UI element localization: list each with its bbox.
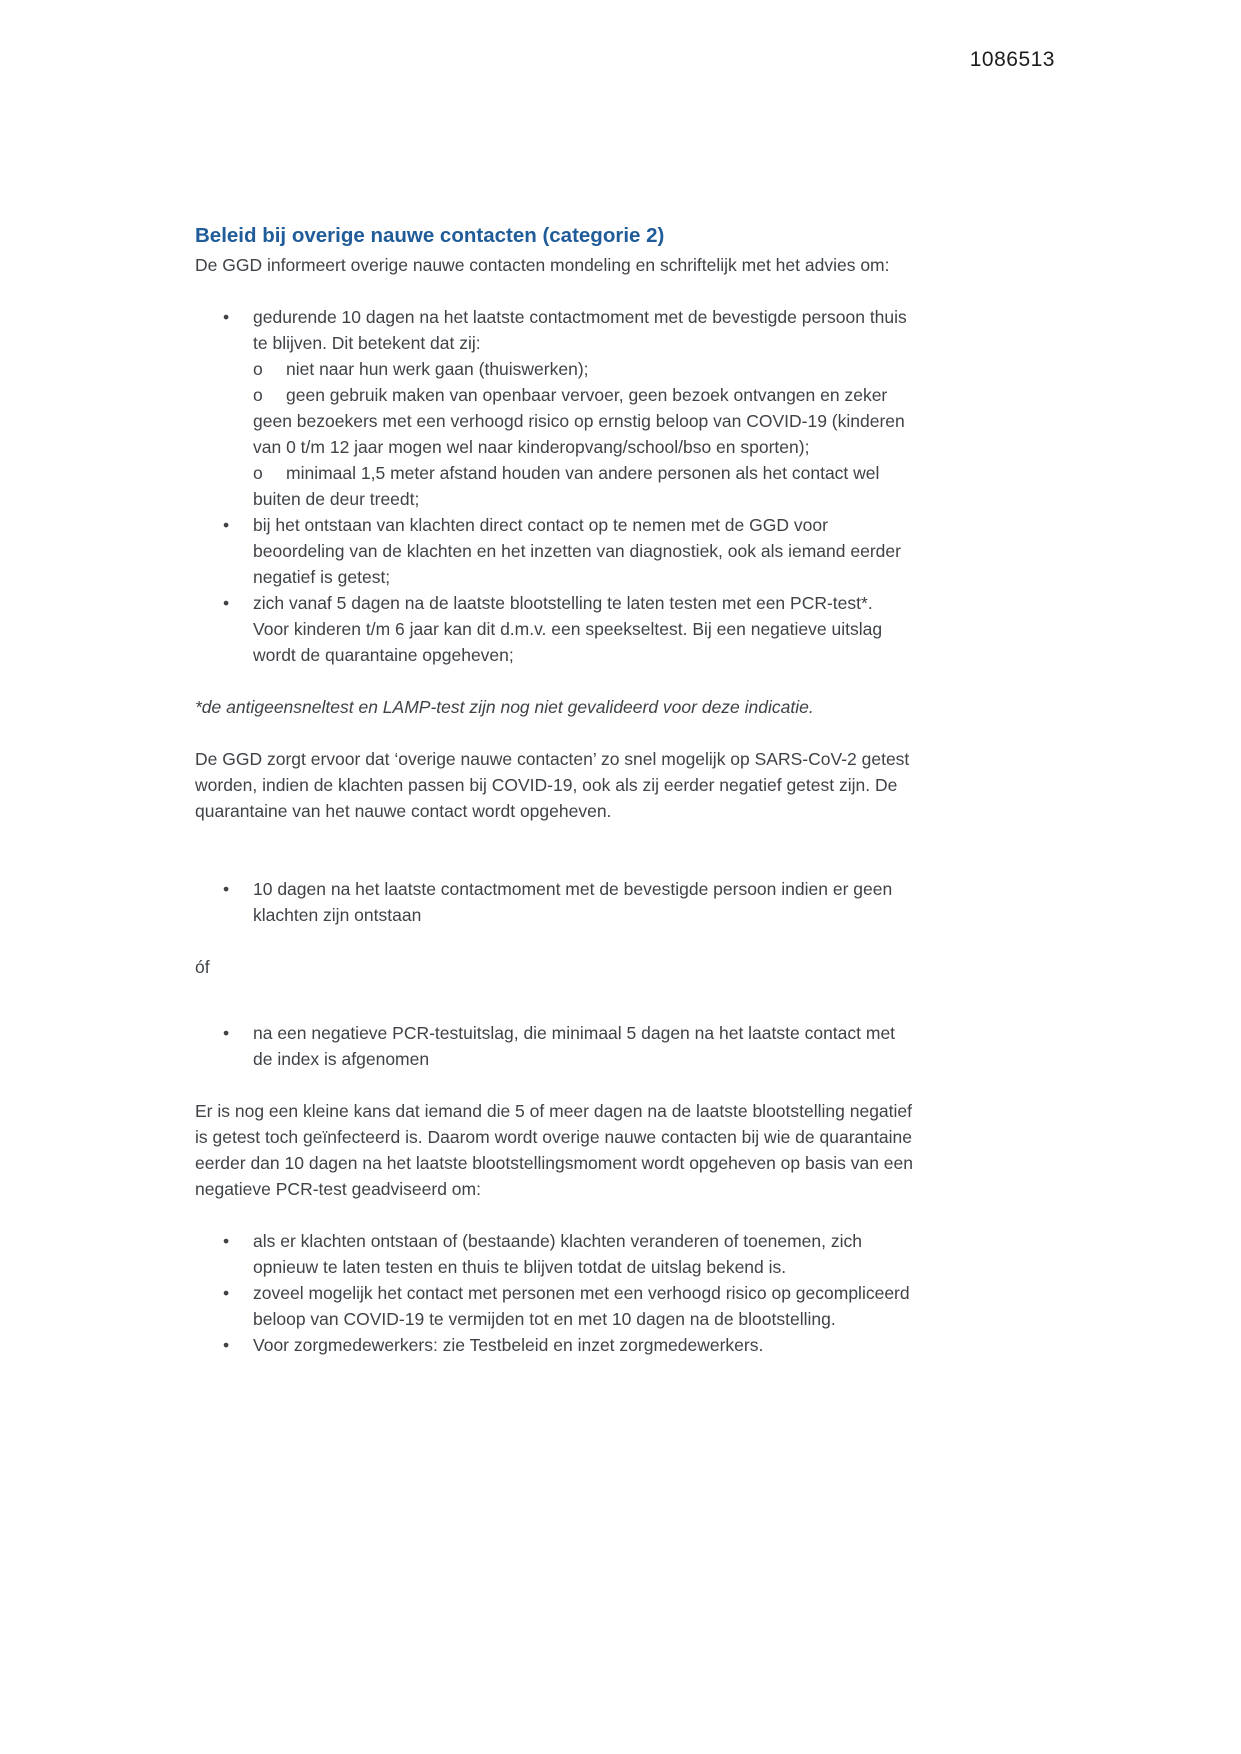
list-item bbox=[195, 1020, 913, 1072]
bullet-icon: • bbox=[223, 1023, 230, 1043]
sub-bullet-icon: o bbox=[253, 385, 263, 405]
list-item bbox=[195, 1280, 913, 1332]
list-item bbox=[195, 512, 913, 590]
list-item-text: bij het ontstaan van klachten direct contact op te nemen met de GGD voor beoordeling van de klachten en het inzetten van diagnostiek, ook als iemand eerder negatief is getest; bbox=[253, 515, 901, 587]
page-number: 1086513 bbox=[969, 48, 1055, 71]
list-item-text: na een negatieve PCR-testuitslag, die minimaal 5 dagen na het laatste contact met de index is afgenomen bbox=[253, 1023, 896, 1069]
list-item-text: gedurende 10 dagen na het laatste contactmoment met de bevestigde persoon thuis te blijven. Dit betekent dat zij: bbox=[253, 307, 907, 353]
advice-bullet-list bbox=[195, 304, 913, 668]
condition-bullet-list-2 bbox=[195, 1020, 913, 1072]
section-heading: Beleid bij overige nauwe contacten (categorie 2) bbox=[195, 224, 665, 247]
sub-list-item-text: niet naar hun werk gaan (thuiswerken); bbox=[286, 359, 589, 379]
list-item-text: Voor zorgmedewerkers: zie Testbeleid en inzet zorgmedewerkers. bbox=[253, 1335, 764, 1355]
intro-paragraph: De GGD informeert overige nauwe contacten mondeling en schriftelijk met het advies om: bbox=[195, 255, 890, 275]
sub-list-item-text: minimaal 1,5 meter afstand houden van andere personen als het contact wel buiten de deur treedt; bbox=[253, 463, 880, 509]
bullet-icon: • bbox=[223, 307, 230, 327]
list-item bbox=[195, 1228, 913, 1280]
bullet-icon: • bbox=[223, 1231, 230, 1251]
advice-bullet-list-2 bbox=[195, 1228, 913, 1358]
list-item bbox=[195, 304, 913, 512]
bullet-icon: • bbox=[223, 515, 230, 535]
body-paragraph: De GGD zorgt ervoor dat ‘overige nauwe contacten’ zo snel mogelijk op SARS-CoV-2 getest worden, indien de klachten passen bij COVID-19, ook als zij eerder negatief getest zijn. De quarantaine van het nauwe contact wordt opgeheven. bbox=[195, 749, 910, 821]
sub-list-item bbox=[253, 382, 913, 460]
list-item-text: zich vanaf 5 dagen na de laatste blootstelling te laten testen met een PCR-test*. Voor kinderen t/m 6 jaar kan dit d.m.v. een speekseltest. Bij een negatieve uitslag wordt de quarantaine opgeheven; bbox=[253, 593, 883, 665]
connector-of: óf bbox=[195, 957, 210, 977]
bullet-icon: • bbox=[223, 879, 230, 899]
list-item bbox=[195, 876, 913, 928]
list-item bbox=[195, 1332, 913, 1358]
list-item-text: 10 dagen na het laatste contactmoment met de bevestigde persoon indien er geen klachten zijn ontstaan bbox=[253, 879, 893, 925]
bullet-icon: • bbox=[223, 1335, 230, 1355]
condition-bullet-list-1 bbox=[195, 876, 913, 928]
body-paragraph: Er is nog een kleine kans dat iemand die 5 of meer dagen na de laatste blootstelling negatief is getest toch geïnfecteerd is. Daarom wordt overige nauwe contacten bij wie de quarantaine eerder dan 10 dagen na het laatste blootstellingsmoment wordt opgeheven op basis van een negatieve PCR-test geadviseerd om: bbox=[195, 1101, 913, 1199]
list-item-text: zoveel mogelijk het contact met personen met een verhoogd risico op gecompliceerd beloop van COVID-19 te vermijden tot en met 10 dagen na de blootstelling. bbox=[253, 1283, 910, 1329]
footnote-paragraph: *de antigeensneltest en LAMP-test zijn nog niet gevalideerd voor deze indicatie. bbox=[195, 697, 814, 717]
list-item-text: als er klachten ontstaan of (bestaande) klachten veranderen of toenemen, zich opnieuw te laten testen en thuis te blijven totdat de uitslag bekend is. bbox=[253, 1231, 862, 1277]
sub-list-item bbox=[253, 460, 913, 512]
bullet-icon: • bbox=[223, 1283, 230, 1303]
list-item bbox=[195, 590, 913, 668]
bullet-icon: • bbox=[223, 593, 230, 613]
document-content bbox=[195, 222, 913, 1384]
sub-list-item-text: geen gebruik maken van openbaar vervoer, geen bezoek ontvangen en zeker geen bezoekers met een verhoogd risico op ernstig beloop van COVID-19 (kinderen van 0 t/m 12 jaar mogen wel naar kinderopvang/school/bso en sporten); bbox=[253, 385, 905, 457]
sub-list-item bbox=[253, 356, 913, 382]
sub-bullet-icon: o bbox=[253, 463, 263, 483]
sub-bullet-icon: o bbox=[253, 359, 263, 379]
